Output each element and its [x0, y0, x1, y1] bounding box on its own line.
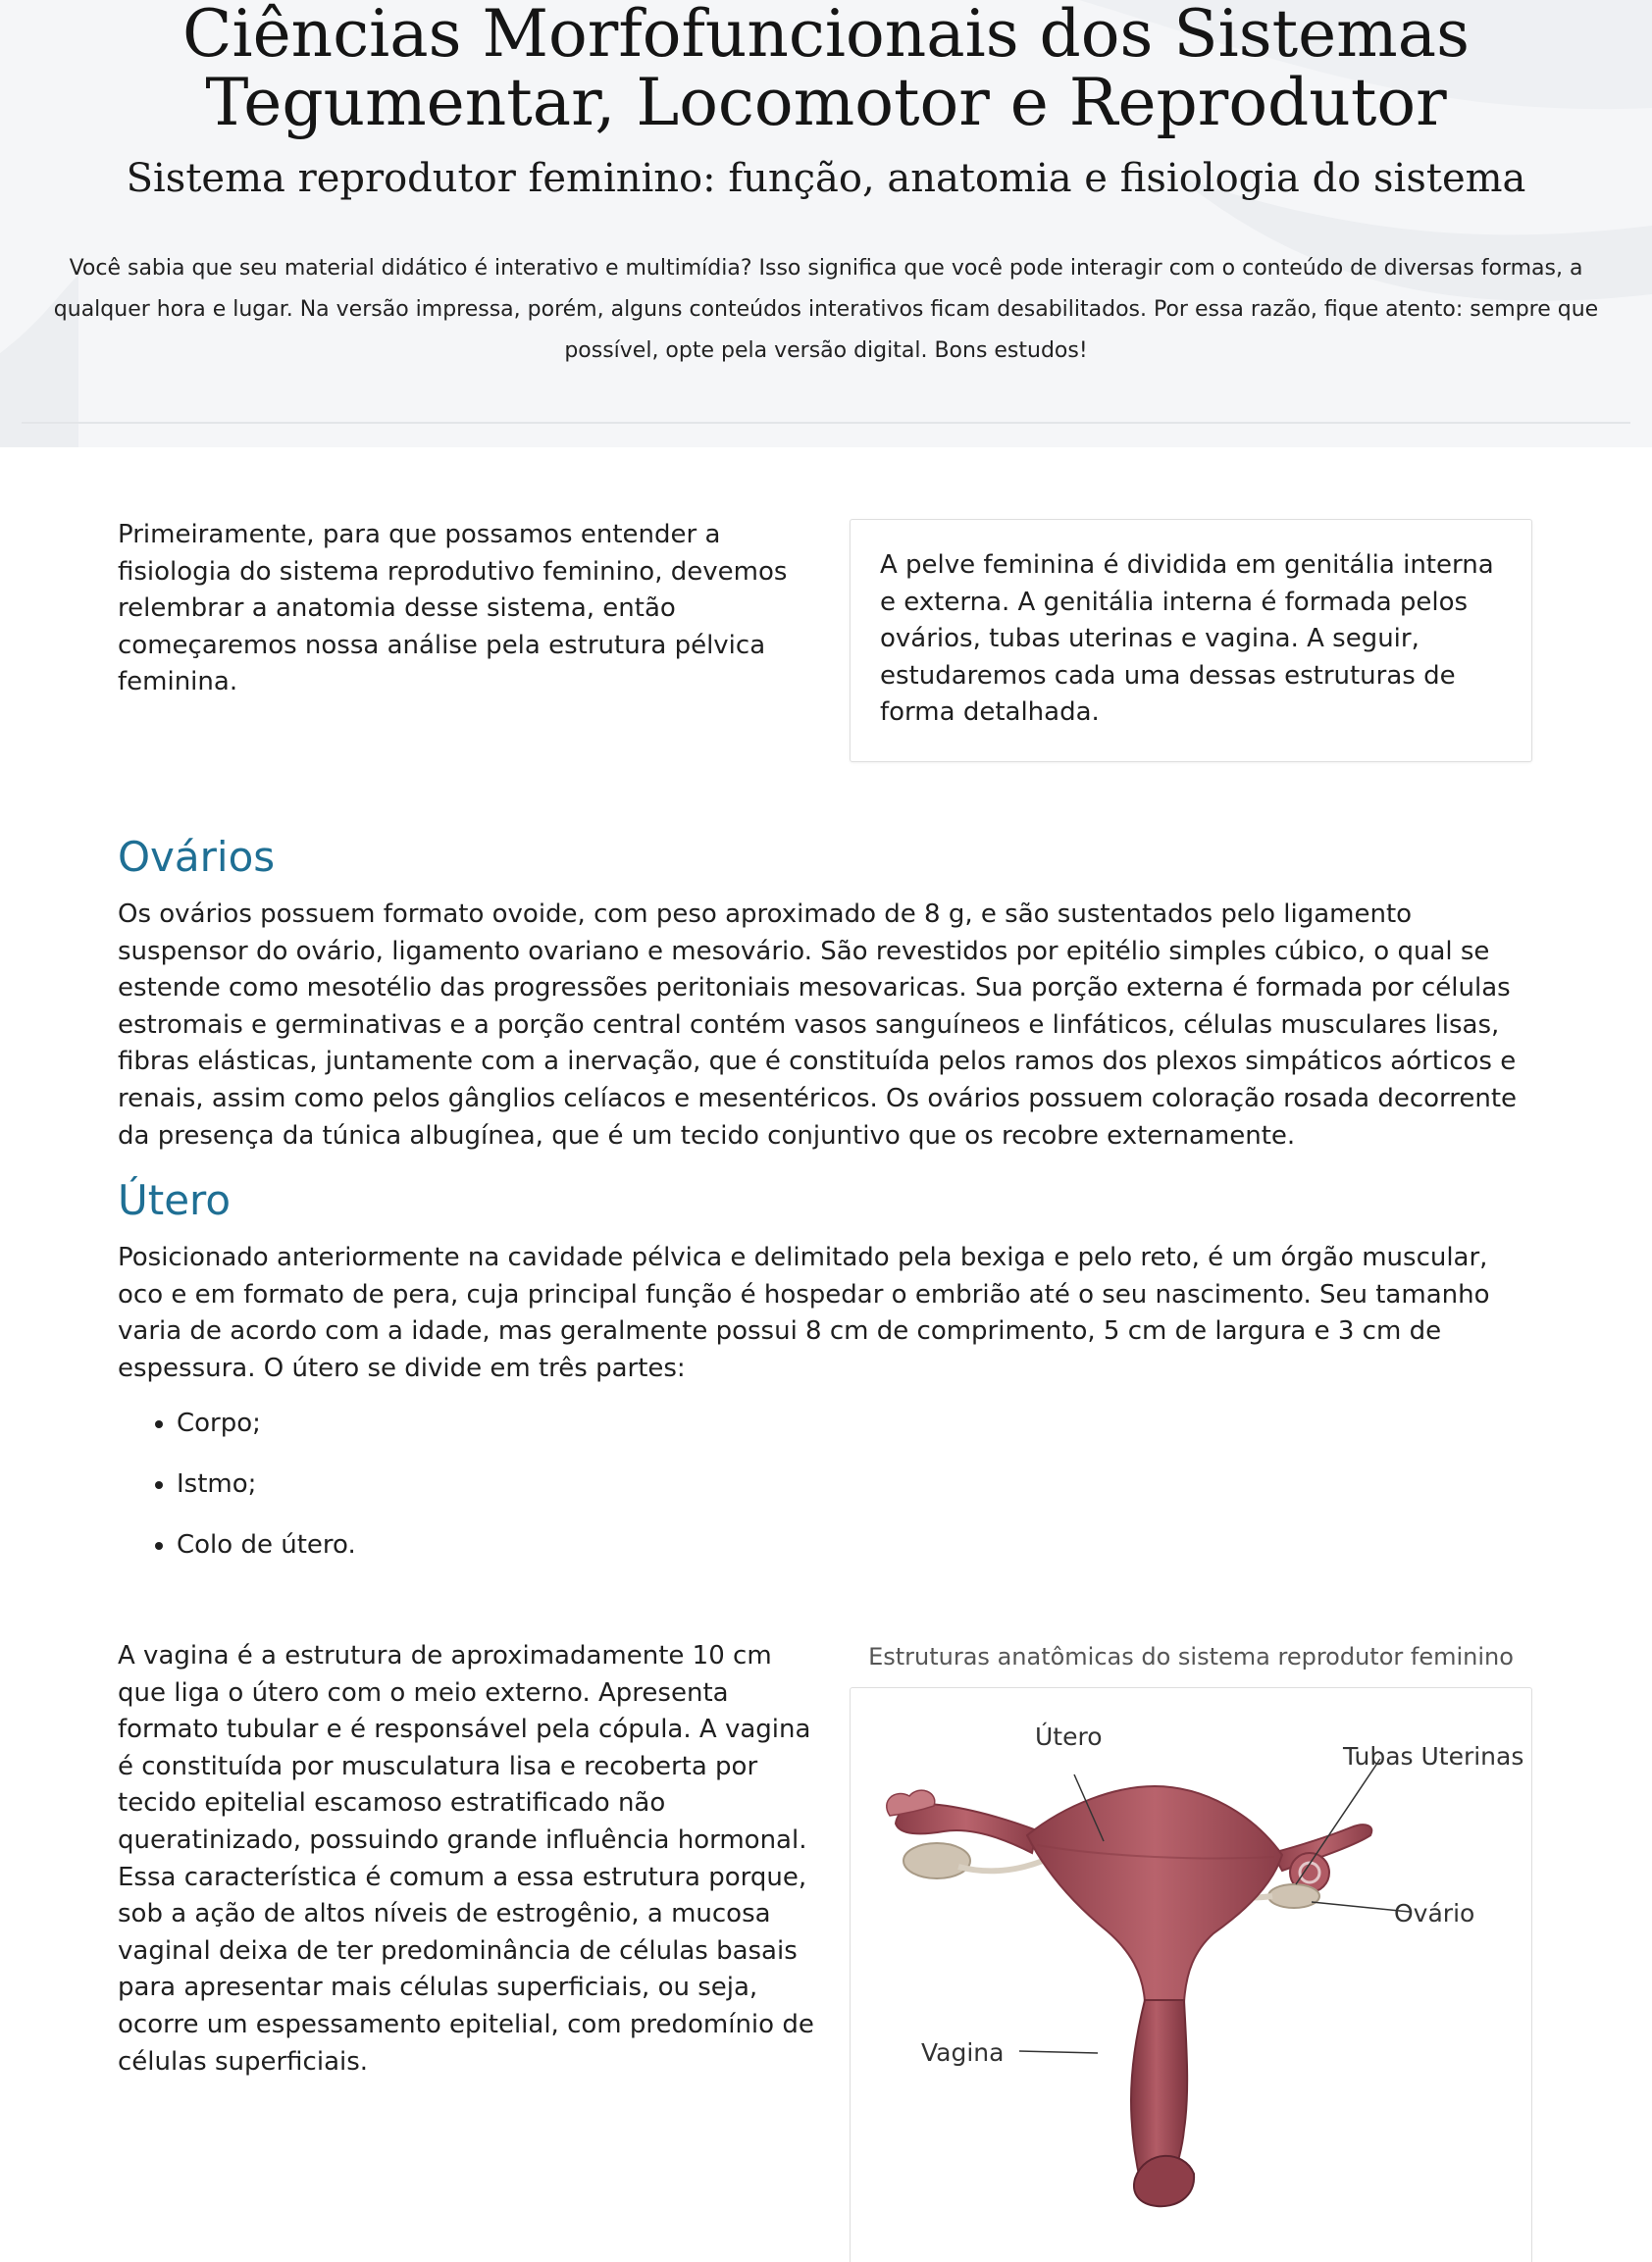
uterus-illustration — [851, 1688, 1532, 2262]
list-item: • Istmo; — [177, 1465, 356, 1504]
uterus-body — [1027, 1786, 1282, 2002]
heading-ovarios: Ovários — [118, 833, 276, 881]
label-tubas-uterinas: Tubas Uterinas — [1343, 1742, 1524, 1771]
list-item: • Colo de útero. — [177, 1525, 356, 1565]
utero-paragraph: Posicionado anteriormente na cavidade pélvica e delimitado pela bexiga e pelo reto, é um órgão muscular, oco e em formato de pera, cuja principal função é hospedar o embrião até o seu nascimento. Seu tamanho varia de acordo com a idade, mas geralmente possui 8 cm de comprimento, 5 cm de largura e 3 cm de espessura. O útero se divide em três partes: — [118, 1243, 1490, 1383]
ovarios-paragraph: Os ovários possuem formato ovoide, com peso aproximado de 8 g, e são sustentados pelo ligamento suspensor do ovário, ligamento ovariano e mesovário. São revestidos por epitélio simples cúbico, o qual se estende como mesotélio das progressões peritoniais mesovaricas. Sua porção externa é formada por células estromais e germinativas e a porção central contém vasos sanguíneos e linfáticos, células musculares lisas, fibras elásticas, juntamente com a inervação, que é constituída pelos ramos dos plexos simpáticos aórticos e renais, assim como pelos gânglios celíacos e mesentéricos. Os ovários possuem coloração rosada decorrente da presença da túnica albugínea, que é um tecido conjuntivo que os recobre externamente. — [118, 900, 1518, 1151]
anatomy-figure — [850, 1687, 1532, 2262]
intro-line-1: Você sabia que seu material didático é interativo e multimídia? Isso significa que você pode interagir com o conteúdo de diversas formas, a — [69, 256, 1583, 281]
title-line-1: Ciências Morfofuncionais dos Sistemas — [182, 0, 1470, 72]
vagina-paragraph: A vagina é a estrutura de aproximadamente 10 cm que liga o útero com o meio externo. Apresenta formato tubular e é responsável pela cópula. A vagina é constituída por musculatura lisa e recoberta por tecido epitelial escamoso estratificado não queratinizado, possuindo grande influência hormonal. Essa característica é comum a essa estrutura porque, sob a ação de altos níveis de estrogênio, a mucosa vaginal deixa de ter predominância de células basais para apresentar mais células superficiais, ou seja, ocorre um espessamento epitelial, com predomínio de células superficiais. — [118, 1641, 814, 2077]
pelvis-info-card — [850, 519, 1532, 762]
intro-notice — [39, 248, 1613, 372]
page-subtitle: Sistema reprodutor feminino: função, anatomia e fisiologia do sistema — [126, 156, 1526, 201]
utero-parts-list — [118, 1404, 356, 1586]
label-vagina: Vagina — [921, 2038, 1005, 2067]
label-utero: Útero — [1035, 1722, 1103, 1751]
right-ovary — [1268, 1884, 1319, 1908]
label-ovario: Ovário — [1394, 1899, 1475, 1928]
intro-pelvic-paragraph: Primeiramente, para que possamos entender a fisiologia do sistema reprodutivo feminino, devemos relembrar a anatomia desse sistema, então começaremos nossa análise pela estrutura pélvica feminina. — [118, 520, 788, 697]
page-header — [0, 0, 1652, 447]
header-divider — [22, 422, 1630, 424]
heading-utero: Útero — [118, 1176, 232, 1224]
title-line-2: Tegumentar, Locomotor e Reprodutor — [205, 65, 1447, 140]
intro-line-3: possível, opte pela versão digital. Bons estudos! — [564, 338, 1088, 363]
left-ovary — [903, 1843, 970, 1878]
list-item: • Corpo; — [177, 1404, 356, 1443]
page-title — [0, 0, 1652, 140]
pelvis-info-text: A pelve feminina é dividida em genitália interna e externa. A genitália interna é formada pelos ovários, tubas uterinas e vagina. A seguir, estudaremos cada uma dessas estruturas de forma detalhada. — [880, 550, 1494, 728]
figure-caption: Estruturas anatômicas do sistema reprodutor feminino — [868, 1643, 1514, 1671]
intro-line-2: qualquer hora e lugar. Na versão impressa, porém, alguns conteúdos interativos ficam desabilitados. Por essa razão, fique atento: sempre que — [53, 297, 1599, 322]
